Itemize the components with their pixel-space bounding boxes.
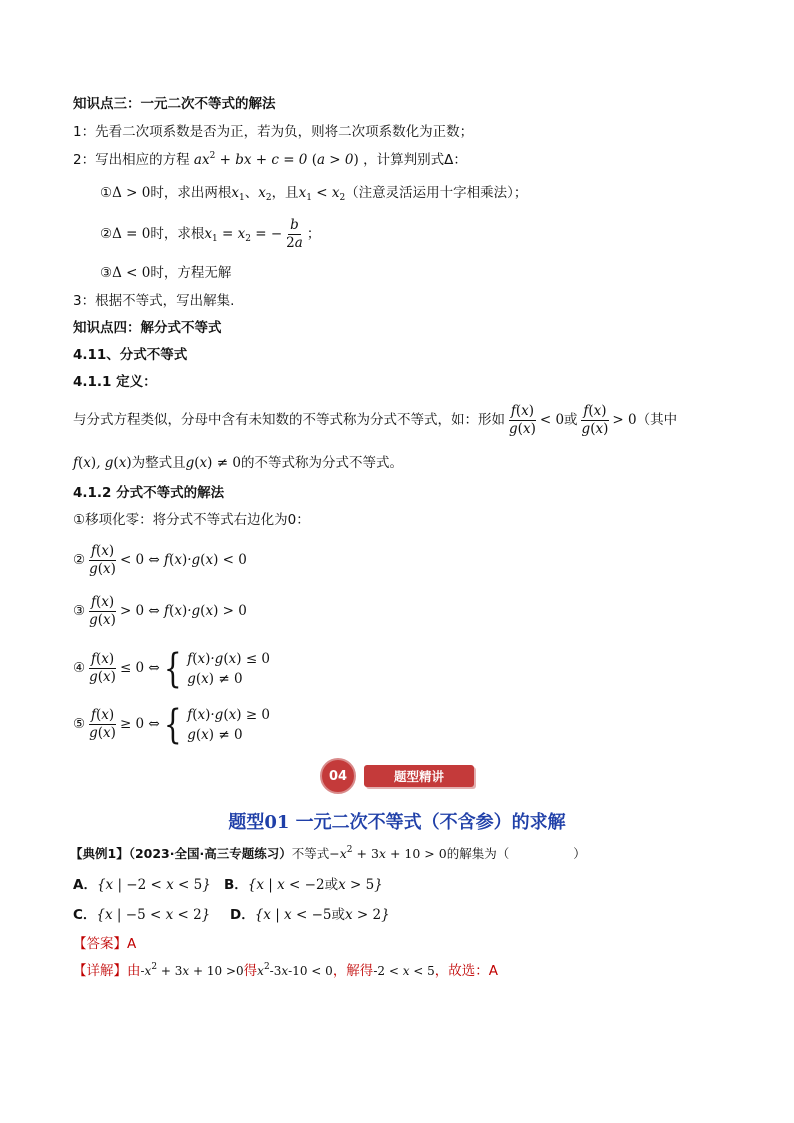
example-source: （2023·全国·高三专题练习） <box>128 846 292 861</box>
fraction-fx-gx: $\frac{f(x)}{g(x)}$ <box>89 594 116 628</box>
fraction-fx-gx: $\frac{f(x)}{g(x)}$ <box>89 707 116 741</box>
def-text1: 与分式方程类似，分母中含有未知数的不等式称为分式不等式，如：形如 <box>73 412 505 428</box>
kp3-step3: 3：根据不等式，写出解集. <box>73 293 235 309</box>
kp4-title: 知识点四：解分式不等式 <box>73 320 222 336</box>
badge-label: 题型精讲 <box>364 765 474 787</box>
section-badge <box>320 758 476 796</box>
answer-value: A <box>127 936 137 952</box>
m3-mark: ③ <box>73 603 86 619</box>
kp3-case2: ②Δ = 0时，求根$x_1 = x_2$ = − $\frac{b}{2a}$ ； <box>100 217 321 251</box>
case2-mark: ② <box>100 226 113 242</box>
detail-d: ，故选： <box>434 963 489 979</box>
detail-b: 得 <box>243 963 258 979</box>
kp4-method-title: 4.1.2 分式不等式的解法 <box>73 485 225 501</box>
quadratic-equation: $ax^2$ + bx + c = 0 (a > 0) <box>193 151 359 168</box>
option-a-label: A． <box>73 877 97 893</box>
answer-line <box>73 935 136 953</box>
kp4-m1: ①移项化零：将分式不等式右边化为0： <box>73 512 310 528</box>
stem-a: 不等式 <box>291 846 330 861</box>
case2-text-c: ； <box>306 226 321 242</box>
detail-e: A <box>488 963 499 979</box>
option-d[interactable]: D．{x | x < −5或x > 2} <box>230 907 390 923</box>
case1-text-c: ，且 <box>271 185 299 201</box>
step2-prefix: 2：写出相应的方程 <box>73 152 190 168</box>
detail-c: ，解得 <box>332 963 374 979</box>
option-a[interactable]: A．{x | −2 < x < 5} <box>73 877 211 893</box>
answer-label: 【答案】 <box>73 936 127 952</box>
fraction-fx-gx: $\frac{f(x)}{g(x)}$ <box>509 403 536 437</box>
step2-suffix: ，计算判别式Δ： <box>363 152 467 168</box>
fraction-fx-gx: $\frac{f(x)}{g(x)}$ <box>89 651 116 685</box>
option-b[interactable]: B．{x | x < −2或x > 5} <box>224 877 383 893</box>
option-b-label: B． <box>224 877 248 893</box>
case2-text-b: 时，求根 <box>150 226 205 242</box>
kp4-def-line1: 与分式方程类似，分母中含有未知数的不等式称为分式不等式，如：形如 $\frac{f(x)}{g(x)}$ < 0或 $\frac{f(x)}{g(x)}$ > 0（其中 <box>73 403 678 437</box>
fraction-fx-gx: $\frac{f(x)}{g(x)}$ <box>581 403 609 437</box>
def-text4: 的不等式称为分式不等式。 <box>240 455 403 471</box>
example-head: 【典例1】 <box>70 846 129 861</box>
badge-number: 04 <box>320 758 356 794</box>
def-or: 或 <box>564 412 578 428</box>
kp3-step1: 1：先看二次项系数是否为正，若为负，则将二次项系数化为正数； <box>73 124 474 140</box>
example-stem: 【典例1】（2023·全国·高三专题练习）不等式$-x^2 + 3x + 10 > 0$的解集为（ ） <box>70 845 586 861</box>
m2-mark: ② <box>73 552 86 568</box>
stem-b: 的解集为（ <box>446 846 510 861</box>
fraction-fx-gx: $\frac{f(x)}{g(x)}$ <box>89 543 116 577</box>
kp4-def-title: 4.1.1 定义： <box>73 374 157 390</box>
case-brace: { f(x)·g(x) ≥ 0 g(x) ≠ 0 <box>163 701 271 748</box>
kp4-m5: ⑤ $\frac{f(x)}{g(x)}$ ≥ 0 ⇔ { f(x)·g(x) ≥ 0 g(x) ≠ 0 <box>73 701 271 748</box>
stem-c: ） <box>573 846 586 861</box>
kp3-title: 知识点三：一元二次不等式的解法 <box>73 96 276 112</box>
kp3-step2 <box>73 151 467 169</box>
def-text2: （其中 <box>636 412 678 428</box>
case1-mark: ① <box>100 185 113 201</box>
m4-mark: ④ <box>73 660 86 676</box>
def-text3: 为整式且 <box>131 455 186 471</box>
kp4-section: 4.11、分式不等式 <box>73 347 188 363</box>
case3-text-b: 时，方程无解 <box>150 265 232 281</box>
detail-label: 【详解】 <box>73 963 127 979</box>
detail-line: 【详解】由$-x^2 + 3x + 10 >0$得$x^2-3x-10 < 0$，解得-2 < x < 5，故选：A <box>73 962 499 979</box>
kp3-case3: ③Δ < 0时，方程无解 <box>100 265 232 281</box>
detail-a: 由 <box>127 963 141 979</box>
case1-text-d: （注意灵活运用十字相乘法）； <box>345 185 528 201</box>
kp4-m3: ③ $\frac{f(x)}{g(x)}$ > 0 ⇔ f(x)·g(x) > 0 <box>73 594 247 628</box>
case3-mark: ③ <box>100 265 113 281</box>
option-d-label: D． <box>230 907 255 923</box>
option-c-label: C． <box>73 907 97 923</box>
case-brace: { f(x)·g(x) ≤ 0 g(x) ≠ 0 <box>163 645 271 692</box>
kp3-case1: ①Δ > 0时，求出两根$x_1$、$x_2$，且$x_1 < x_2$（注意灵活运用十字相乘法）； <box>100 185 528 203</box>
question-type-title: 题型01 一元二次不等式（不含参）的求解 <box>228 812 566 833</box>
kp4-m2: ② $\frac{f(x)}{g(x)}$ < 0 ⇔ f(x)·g(x) < 0 <box>73 543 247 577</box>
kp4-def-line2: f(x), g(x)为整式且g(x) ≠ 0的不等式称为分式不等式。 <box>73 455 403 471</box>
kp4-m4: ④ $\frac{f(x)}{g(x)}$ ≤ 0 ⇔ { f(x)·g(x) ≤ 0 g(x) ≠ 0 <box>73 645 271 692</box>
m5-mark: ⑤ <box>73 716 86 732</box>
root-fraction: $\frac{b}{2a}$ <box>286 217 303 251</box>
case1-text-b: 时，求出两根 <box>150 185 232 201</box>
option-c[interactable]: C．{x | −5 < x < 2} <box>73 907 211 923</box>
